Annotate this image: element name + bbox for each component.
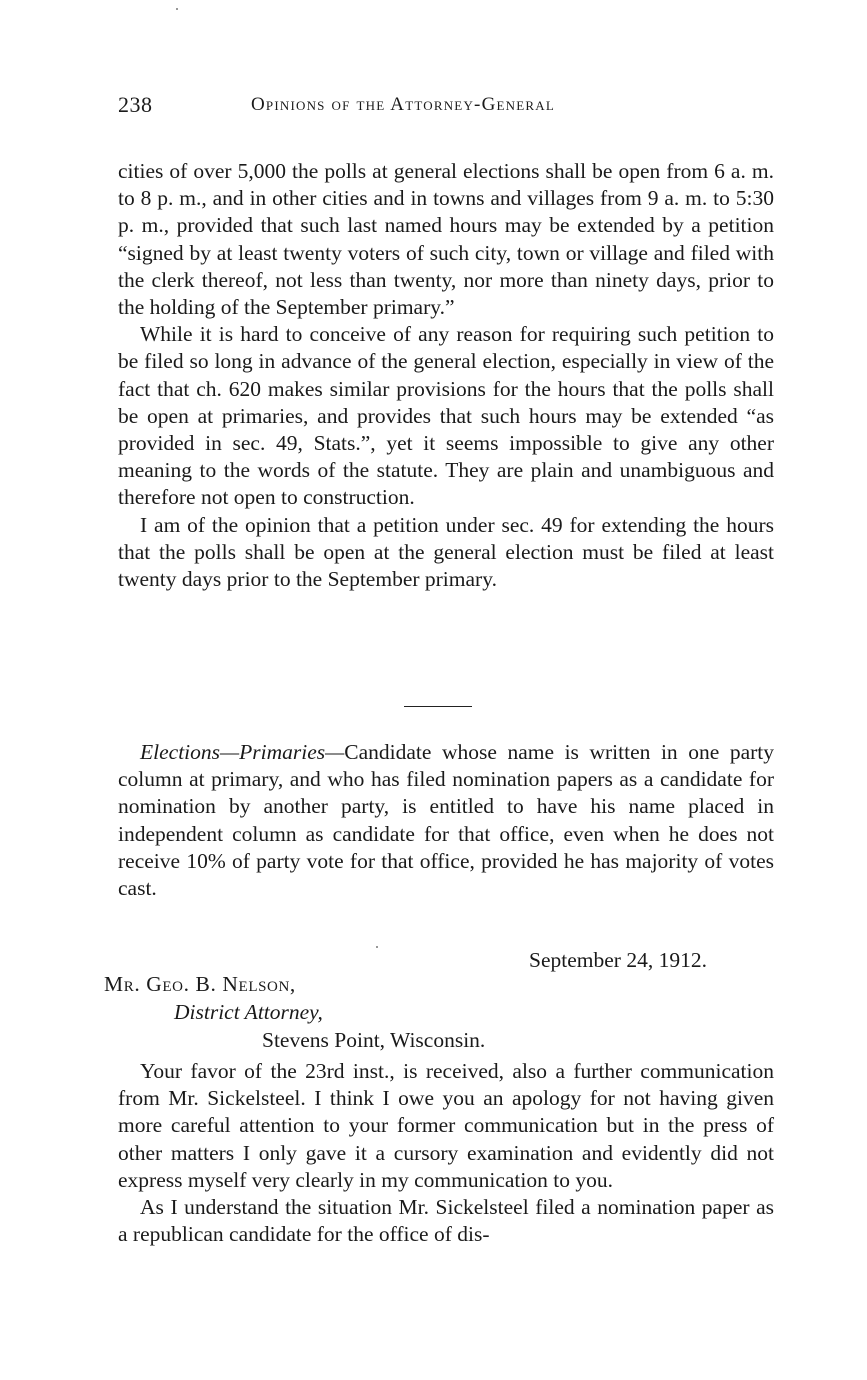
page-header <box>118 92 778 126</box>
headnote-text: Candidate whose name is written in one party column at primary, and who has filed nomination papers as a candidate for nomination by another party, is entitled to have his name placed in independent column as candidate for that office, even when he does not receive 10% of party vote for that office, provided he has majority of votes cast. <box>118 740 774 901</box>
opinion-date: September 24, 1912. <box>529 948 707 972</box>
page-number: 238 <box>118 92 153 117</box>
section-divider <box>404 706 472 707</box>
headnote-paragraph <box>118 739 774 902</box>
body-paragraph: I am of the opinion that a petition under sec. 49 for extending the hours that the polls shall be open at the general election must be filed at least twenty days prior to the September primary. <box>118 512 774 592</box>
scan-speck <box>376 946 378 948</box>
opinion-continued-text <box>118 158 774 593</box>
addressee-place: Stevens Point, Wisconsin. <box>262 1028 486 1052</box>
opinion-body-text <box>118 1058 774 1248</box>
addressee-name: Mr. Geo. B. Nelson, <box>104 972 296 996</box>
body-paragraph: As I understand the situation Mr. Sickelsteel filed a nomination paper as a republican candidate for the office of dis- <box>118 1195 774 1247</box>
body-paragraph: cities of over 5,000 the polls at general elections shall be open from 6 a. m. to 8 p. m., and in other cities and in towns and villages from 9 a. m. to 5:30 p. m., provided that such last named hours may be extended by a petition “signed by at least twenty voters of such city, town or village and filed with the clerk thereof, not less than twenty, nor more than ninety days, prior to the holding of the September primary.” <box>118 159 774 320</box>
addressee-block <box>104 970 485 1054</box>
addressee-title: District Attorney, <box>174 1000 323 1024</box>
headnote-topic: Elections—Primaries— <box>140 740 345 764</box>
running-head: Opinions of the Attorney-General <box>251 94 555 115</box>
headnote <box>118 739 774 902</box>
body-paragraph: While it is hard to conceive of any reason for requiring such petition to be filed so long in advance of the general election, especially in view of the fact that ch. 620 makes similar provisions for the hours that the polls shall be open at primaries, and provides that such hours may be extended “as provided in sec. 49, Stats.”, yet it seems impossible to give any other meaning to the words of the statute. They are plain and unambiguous and therefore not open to construction. <box>118 322 774 510</box>
body-paragraph: Your favor of the 23rd inst., is received, also a further communication from Mr. Sickelsteel. I think I owe you an apology for not having given more careful attention to your former communication but in the press of other matters I only gave it a cursory examination and evidently did not express myself very clearly in my communication to you. <box>118 1059 774 1192</box>
scan-speck <box>176 8 178 10</box>
